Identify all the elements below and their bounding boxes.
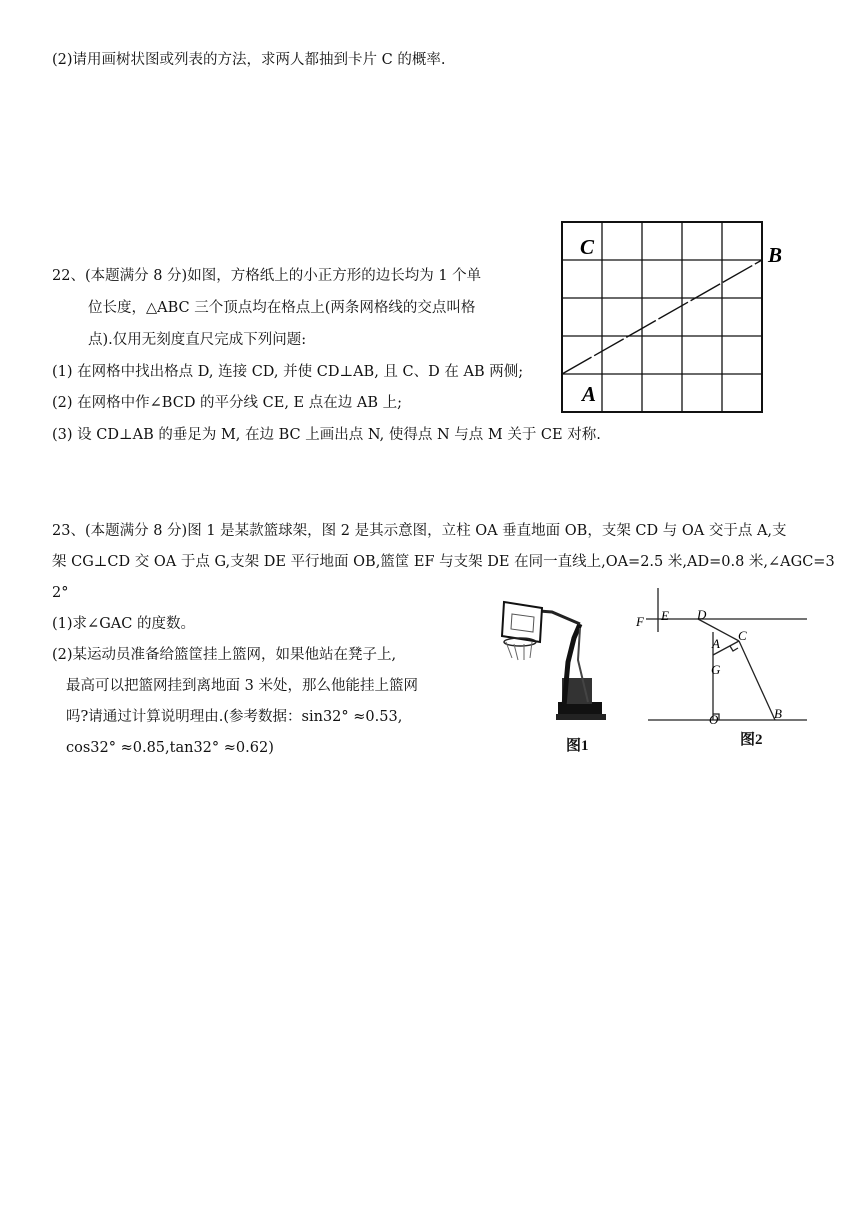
q23-part2-line1: (2)某运动员准备给篮筐挂上篮网，如果他站在凳子上, xyxy=(52,647,397,663)
q23-part2-line2: 最高可以把篮网挂到离地面 3 米处，那么他能挂上篮网 xyxy=(66,678,418,694)
basketball-stand-diagram xyxy=(632,588,812,728)
basketball-stand-photo xyxy=(494,598,614,726)
q22-item-1: (1) 在网格中找出格点 D, 连接 CD, 并使 CD⊥AB, 且 C、D 在 AB 两侧; xyxy=(52,364,524,380)
q23-part2-line3: 吗?请通过计算说明理由.(参考数据：sin32° ≈0.53, xyxy=(66,709,403,725)
label-c: C xyxy=(580,235,595,259)
q22-text-line2: 位长度，△ABC 三个顶点均在格点上(两条网格线的交点叫格 xyxy=(88,300,476,316)
q22-item-3: (3) 设 CD⊥AB 的垂足为 M, 在边 BC 上画出点 N, 使得点 N 与点 M 关于 CE 对称. xyxy=(52,427,601,443)
fig2-label-g: G xyxy=(711,662,721,677)
q22-item-2: (2) 在网格中作∠BCD 的平分线 CE, E 点在边 AB 上; xyxy=(52,395,402,411)
q23-text-line3: 2° xyxy=(52,585,69,601)
q23-heading: 23、(本题满分 8 分)图 1 是某款篮球架，图 2 是其示意图，立柱 OA 垂直地面 OB，支架 CD 与 OA 交于点 A,支 xyxy=(52,523,787,539)
fig1-caption: 图1 xyxy=(566,738,589,754)
q22-text-line3: 点).仅用无刻度直尺完成下列问题: xyxy=(88,332,307,348)
q21-part2: (2)请用画树状图或列表的方法，求两人都抽到卡片 C 的概率. xyxy=(52,52,446,68)
fig2-label-o: O xyxy=(709,712,719,727)
fig2-label-d: D xyxy=(697,607,707,622)
fig2-label-b: B xyxy=(774,706,782,721)
fig2-label-e: E xyxy=(661,608,669,623)
q22-grid-figure xyxy=(556,218,796,418)
fig2-label-a: A xyxy=(712,636,720,651)
fig2-label-f: F xyxy=(636,614,644,629)
fig2-label-c: C xyxy=(738,628,747,643)
label-b: B xyxy=(768,243,783,267)
q23-text-line2: 架 CG⊥CD 交 OA 于点 G,支架 DE 平行地面 OB,篮筐 EF 与支架 DE 在同一直线上,OA=2.5 米,AD=0.8 米,∠AGC=3 xyxy=(52,554,835,570)
q23-part1: (1)求∠GAC 的度数。 xyxy=(52,616,195,632)
q23-part2-line4: cos32° ≈0.85,tan32° ≈0.62) xyxy=(66,740,274,756)
segment-ab xyxy=(562,260,762,374)
fig2-caption: 图2 xyxy=(740,732,763,748)
q22-heading: 22、(本题满分 8 分)如图，方格纸上的小正方形的边长均为 1 个单 xyxy=(52,268,482,284)
label-a: A xyxy=(582,382,597,406)
